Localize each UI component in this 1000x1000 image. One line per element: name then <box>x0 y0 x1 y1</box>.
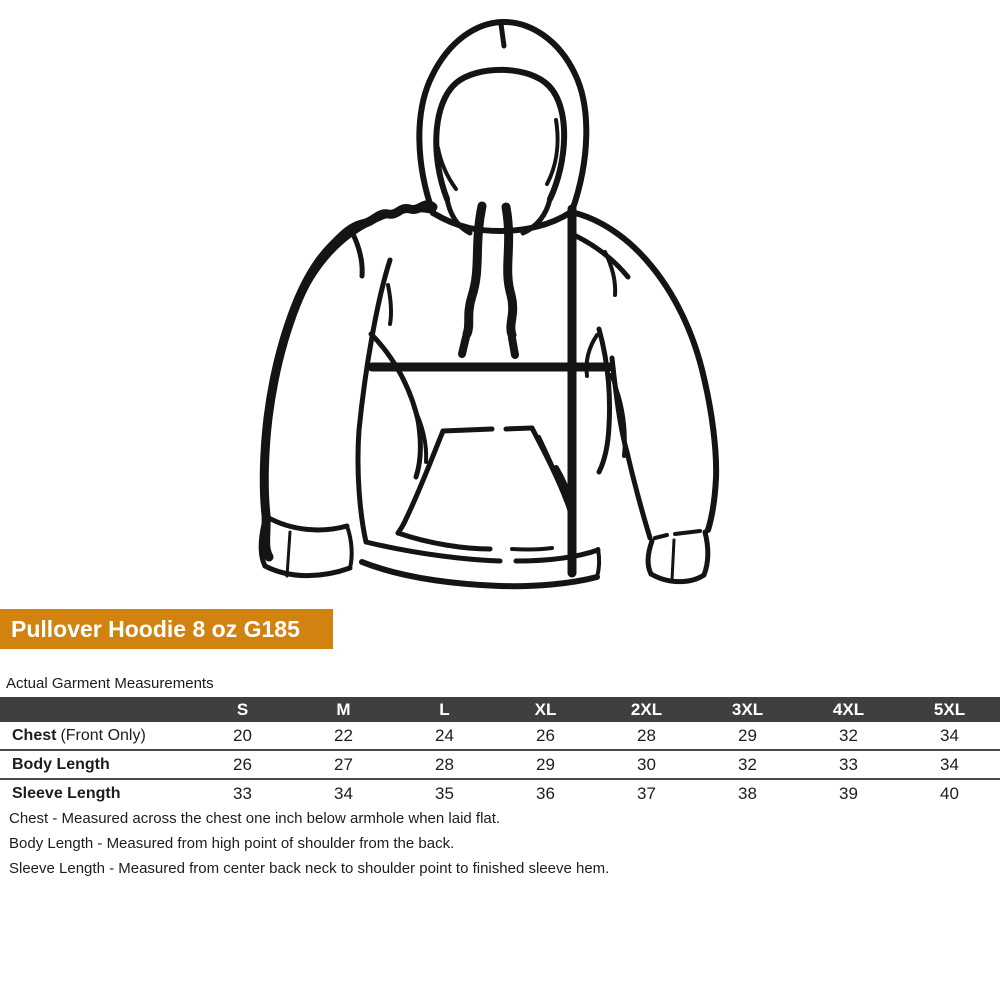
table-row-chest <box>0 722 1000 749</box>
footnote-chest: Chest - Measured across the chest one inch below armhole when laid flat. <box>9 810 501 827</box>
size-value-cell: 32 <box>839 726 858 745</box>
size-value-cell: 33 <box>839 755 858 774</box>
size-value-cell: 29 <box>738 726 757 745</box>
size-col-header: 2XL <box>630 700 663 719</box>
row-label <box>0 722 192 749</box>
row-label-text: Body Length <box>12 756 110 773</box>
size-value-cell: 28 <box>637 726 656 745</box>
header-spacer <box>0 697 192 722</box>
size-value-cell: 22 <box>334 726 353 745</box>
size-value-cell: 35 <box>435 784 454 803</box>
footnotes <box>9 806 609 881</box>
size-value-cell: 28 <box>435 755 454 774</box>
fold-lines-right <box>586 329 624 472</box>
size-value-cell: 32 <box>738 755 757 774</box>
footnote-sleeve-length: Sleeve Length - Measured from center back neck to shoulder point to finished sleeve hem. <box>9 860 610 877</box>
size-value-cell: 40 <box>940 784 959 803</box>
size-col-header: XL <box>534 700 557 719</box>
size-col-header: S <box>236 700 249 719</box>
size-value-cell: 27 <box>334 755 353 774</box>
size-table <box>0 697 1000 807</box>
row-label <box>0 751 192 778</box>
row-label-text: Chest <box>12 727 57 744</box>
size-value-cell: 34 <box>940 726 959 745</box>
size-value-cell: 20 <box>233 726 252 745</box>
size-value-cell: 34 <box>334 784 353 803</box>
product-title-banner <box>0 609 333 649</box>
size-col-header: M <box>336 700 351 719</box>
fold-lines-left <box>371 334 426 477</box>
size-col-header: L <box>439 700 450 719</box>
size-col-header: 4XL <box>832 700 865 719</box>
row-label <box>0 780 192 807</box>
row-label-text: Sleeve Length <box>12 785 121 802</box>
size-value-cell: 29 <box>536 755 555 774</box>
size-col-header: 5XL <box>933 700 966 719</box>
table-row-body-length <box>0 749 1000 778</box>
product-title: Pullover Hoodie 8 oz G185 <box>11 616 300 642</box>
table-row-sleeve-length <box>0 778 1000 807</box>
measurements-heading: Actual Garment Measurements <box>6 675 214 692</box>
size-value-cell: 26 <box>233 755 252 774</box>
size-value-cell: 39 <box>839 784 858 803</box>
hood-outline <box>419 22 586 233</box>
size-value-cell: 34 <box>940 755 959 774</box>
footnote-body-length: Body Length - Measured from high point of shoulder from the back. <box>9 835 455 852</box>
size-col-header: 3XL <box>731 700 764 719</box>
size-table-header <box>0 697 1000 722</box>
size-value-cell: 26 <box>536 726 555 745</box>
size-value-cell: 37 <box>637 784 656 803</box>
sleeve-length-line <box>264 205 433 557</box>
row-label-note: (Front Only) <box>60 727 146 744</box>
size-value-cell: 33 <box>233 784 252 803</box>
size-value-cell: 38 <box>738 784 757 803</box>
size-value-cell: 36 <box>536 784 555 803</box>
sleeves-outline <box>264 209 716 542</box>
size-value-cell: 24 <box>435 726 454 745</box>
size-value-cell: 30 <box>637 755 656 774</box>
hoodie-diagram <box>250 5 750 605</box>
